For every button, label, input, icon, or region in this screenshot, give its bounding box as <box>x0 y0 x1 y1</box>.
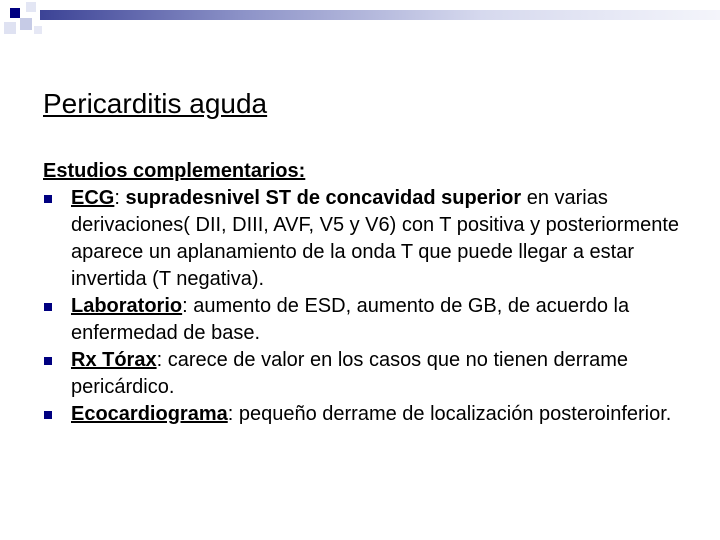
list-item <box>43 347 683 401</box>
slide-body <box>43 158 683 428</box>
item-term: Ecocardiograma <box>71 403 228 425</box>
list-item <box>43 401 683 428</box>
item-separator: : <box>156 349 168 371</box>
section-subtitle: Estudios complementarios: <box>43 160 306 182</box>
item-separator: : <box>114 187 126 209</box>
decorative-square <box>26 2 36 12</box>
square-bullet-icon <box>44 303 52 311</box>
slide-title: Pericarditis aguda <box>43 88 268 119</box>
item-term: Laboratorio <box>71 295 183 317</box>
decorative-square-dark <box>10 8 20 18</box>
item-highlight: supradesnivel ST de concavidad superior <box>125 187 522 209</box>
item-separator: : <box>182 295 194 317</box>
square-bullet-icon <box>44 357 52 365</box>
item-text: pequeño derrame de localización posteroinferior. <box>238 403 672 425</box>
decorative-square <box>4 22 16 34</box>
item-term: Rx Tórax <box>71 349 157 371</box>
item-separator: : <box>227 403 239 425</box>
square-bullet-icon <box>44 411 52 419</box>
item-text: aumento de ESD, aumento de GB, de acuerdo la enfermedad de base. <box>71 295 630 344</box>
list-item <box>43 293 683 347</box>
item-text: carece de valor en los casos que no tienen derrame pericárdico. <box>71 349 628 398</box>
item-text: en varias derivaciones( DII, DIII, AVF, V5 y V6) con T positiva y posteriormente aparece un aplanamiento de la onda T que puede llegar a estar invertida (T negativa). <box>71 187 680 290</box>
bullet-list <box>43 185 683 428</box>
list-item <box>43 185 683 293</box>
item-term: ECG <box>71 187 115 209</box>
decorative-square <box>20 18 32 30</box>
decorative-square <box>34 26 42 34</box>
header-gradient-bar <box>40 10 720 20</box>
square-bullet-icon <box>44 195 52 203</box>
